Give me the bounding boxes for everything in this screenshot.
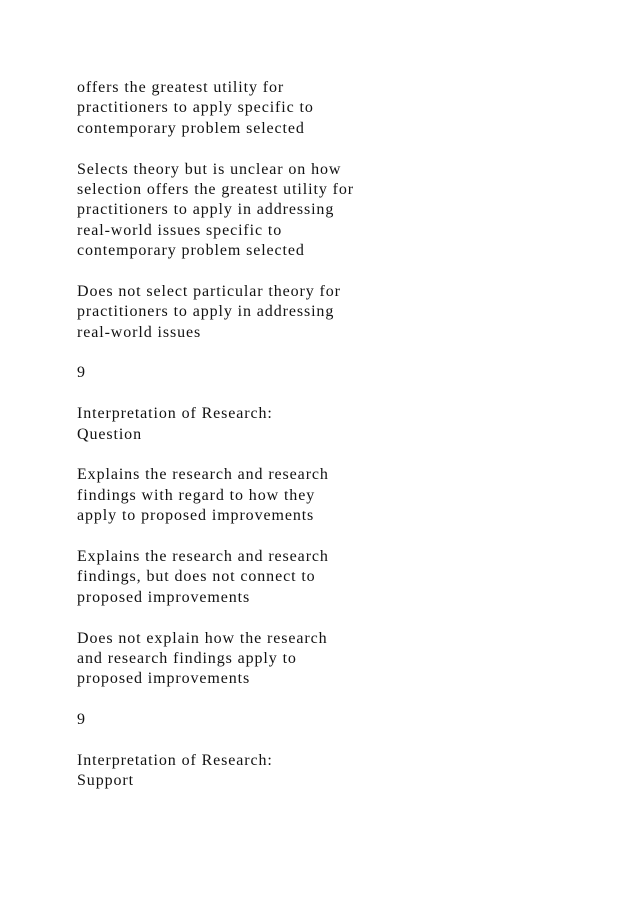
text-line: Interpretation of Research: — [77, 751, 273, 769]
text-line: practitioners to apply in addressing — [77, 303, 335, 321]
text-line: Support — [77, 772, 134, 790]
text-line: offers the greatest utility for — [77, 79, 285, 96]
text-line: apply to proposed improvements — [77, 507, 315, 525]
text-line: practitioners to apply in addressing — [77, 201, 335, 219]
text-line: Selects theory but is unclear on how — [77, 160, 342, 178]
text-line: contemporary problem selected — [77, 119, 305, 137]
text-line: real-world issues — [77, 323, 202, 341]
text-line: proposed improvements — [77, 670, 251, 688]
text-line: practitioners to apply specific to — [77, 99, 314, 117]
rubric-text-explains-with-improvements — [77, 465, 597, 526]
score-number: 9 — [77, 711, 86, 729]
rubric-text-does-not-explain — [77, 629, 597, 690]
text-line: contemporary problem selected — [77, 242, 305, 260]
text-line: selection offers the greatest utility for — [77, 180, 354, 198]
text-line: proposed improvements — [77, 588, 251, 606]
text-line: and research findings apply to — [77, 649, 297, 667]
rubric-text-no-theory — [77, 282, 597, 343]
text-line: Explains the research and research — [77, 547, 329, 565]
score-value — [77, 363, 597, 383]
rubric-text-theory-utility-continued — [77, 78, 597, 139]
text-line: Does not explain how the research — [77, 629, 328, 647]
score-value — [77, 710, 597, 730]
text-line: findings with regard to how they — [77, 486, 316, 504]
text-line: findings, but does not connect to — [77, 568, 316, 586]
document-content — [77, 78, 597, 812]
text-line: Explains the research and research — [77, 466, 329, 484]
criterion-title-support — [77, 751, 597, 792]
rubric-text-theory-unclear — [77, 160, 597, 262]
text-line: Question — [77, 425, 142, 443]
text-line: real-world issues specific to — [77, 221, 283, 239]
text-line: Interpretation of Research: — [77, 405, 273, 423]
text-line: Does not select particular theory for — [77, 282, 341, 300]
rubric-text-explains-no-connection — [77, 547, 597, 608]
criterion-title-question — [77, 404, 597, 445]
score-number: 9 — [77, 364, 86, 382]
